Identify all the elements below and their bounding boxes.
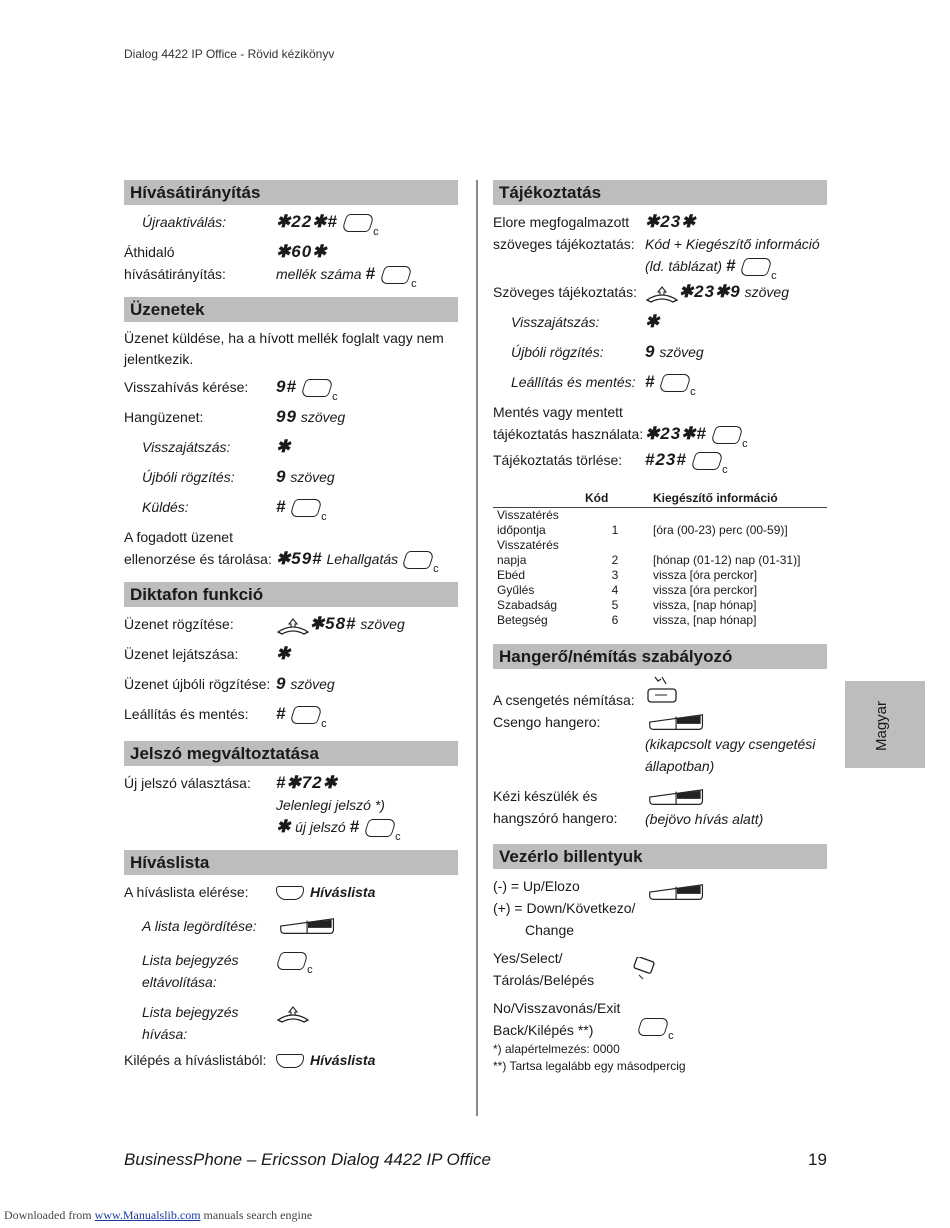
key-sequence: 9 [645, 342, 656, 361]
row [124, 949, 458, 993]
c-key-icon [290, 499, 324, 517]
table-cell: Ebéd [497, 568, 526, 582]
row-label: A lista legördítése: [142, 918, 257, 934]
table-cell: Gyűlés [497, 583, 535, 597]
table-row [493, 568, 827, 583]
section-title: Tájékoztatás [493, 180, 827, 205]
row [124, 241, 458, 285]
c-key-icon [275, 952, 309, 970]
row-label: Üzenet lejátszása: [124, 646, 239, 662]
volume-keys-icon [645, 713, 709, 733]
row [493, 211, 827, 277]
row [493, 449, 827, 475]
table-cell: Visszatérés napja [497, 538, 559, 567]
row [124, 673, 458, 699]
row [124, 211, 458, 237]
handset-lift-icon [645, 286, 675, 300]
row-label: Yes/Select/ Tárolás/Belépés [493, 949, 595, 988]
section-title: Vezérlo billentyuk [493, 844, 827, 869]
table-cell: 4 [611, 583, 619, 597]
row [124, 703, 458, 729]
row-text: szöveg [360, 616, 405, 632]
table-cell: 6 [611, 613, 619, 627]
key-sequence: #✱72✱ [276, 773, 338, 792]
row-label: Visszajátszás: [142, 439, 231, 455]
table-header-row [493, 489, 827, 508]
c-key-icon [363, 819, 397, 837]
row-label: Lista bejegyzés eltávolítása: [142, 952, 239, 990]
row [493, 311, 827, 337]
softkey-icon [276, 886, 304, 900]
row-text: Kód + Kiegészítő információ (ld. táblázat) [645, 236, 820, 274]
key-sequence: 9# [276, 377, 297, 396]
table-header: Kiegészítő információ [649, 489, 827, 508]
handset-lift-icon [276, 618, 306, 632]
row-label: Csengo hangero: [493, 714, 601, 730]
page-number: 19 [808, 1150, 827, 1169]
row [493, 997, 827, 1041]
row [493, 711, 827, 777]
row-label [493, 875, 645, 941]
manualslib-link[interactable]: www.Manualslib.com [94, 1208, 201, 1222]
row-label: Új jelszó választása: [124, 775, 251, 791]
table-cell: vissza, [nap hónap] [653, 613, 757, 627]
row-text: Híváslista [310, 1052, 376, 1068]
row-label: Lista bejegyzés hívása: [142, 1004, 239, 1042]
row-label: Újbóli rögzítés: [142, 469, 235, 485]
row-label: Leállítás és mentés: [124, 706, 249, 722]
row-text: szöveg [659, 344, 704, 360]
row-text: szöveg [290, 676, 335, 692]
softkey-icon [276, 1054, 304, 1068]
row [124, 496, 458, 522]
table-row [493, 583, 827, 598]
c-key-icon [300, 379, 334, 397]
key-sequence: #23# [645, 450, 687, 469]
row-label: Újbóli rögzítés: [511, 344, 604, 360]
key-sequence: # [276, 497, 287, 516]
c-key-icon [401, 551, 435, 569]
row [493, 371, 827, 397]
table-cell: 2 [611, 553, 619, 567]
row-label: Mentés vagy mentett tájékoztatás használata: [493, 404, 644, 442]
row-text: Jelenlegi jelszó *) [276, 797, 385, 813]
c-key-icon [739, 258, 773, 276]
row-label: A csengetés némítása: [493, 692, 635, 708]
key-sequence: ✱23✱# [645, 424, 707, 443]
row-text: új jelszó [295, 819, 346, 835]
table-header [493, 489, 581, 508]
table-cell: Visszatérés időpontja [497, 508, 559, 537]
right-column [493, 180, 827, 1075]
table-cell: 5 [611, 598, 619, 612]
download-suffix: manuals search engine [200, 1208, 313, 1222]
row [124, 376, 458, 402]
key-sequence: # [645, 372, 656, 391]
key-sequence: ✱59# [276, 549, 323, 568]
table-cell: vissza [óra perckor] [653, 583, 758, 597]
table-cell: [óra (00-23) perc (00-59)] [653, 523, 788, 537]
table-cell: vissza [óra perckor] [653, 568, 758, 582]
row-text: Lehallgatás [326, 551, 399, 567]
language-tab-label: Magyar [873, 700, 890, 751]
key-sequence: ✱23✱9 [678, 282, 741, 301]
table-cell: 3 [611, 568, 619, 582]
row-label: Leállítás és mentés: [511, 374, 636, 390]
row-text: szöveg [744, 284, 789, 300]
key-sequence: ✱23✱ [645, 212, 697, 231]
row-label: Küldés: [142, 499, 189, 515]
info-table [493, 489, 827, 628]
row-label: Tájékoztatás törlése: [493, 452, 623, 468]
language-tab [845, 681, 925, 768]
table-cell: Betegség [497, 613, 548, 627]
row [124, 466, 458, 492]
key-sequence: 9 [276, 467, 287, 486]
row [493, 675, 827, 711]
yes-key-icon [633, 957, 659, 981]
row-label: Hangüzenet: [124, 409, 204, 425]
row-text: (bejövo hívás alatt) [645, 810, 764, 827]
download-prefix: Downloaded from [4, 1208, 95, 1222]
mute-key-icon [645, 675, 679, 705]
handset-lift-icon [276, 1006, 306, 1020]
volume-keys-icon [645, 788, 709, 808]
row [493, 947, 827, 991]
row-text: szöveg [300, 409, 346, 425]
column-divider [476, 180, 478, 1116]
table-cell: vissza, [nap hónap] [653, 598, 757, 612]
row [124, 613, 458, 639]
key-sequence: ✱58# [309, 614, 357, 633]
footer-title: BusinessPhone – Ericsson Dialog 4422 IP Office [124, 1150, 491, 1169]
control-line: (+) = Down/Következo/ [493, 899, 636, 916]
row-label: Visszajátszás: [511, 314, 600, 330]
row [124, 643, 458, 669]
key-sequence: ✱ [276, 817, 292, 836]
row [124, 526, 458, 570]
row [493, 875, 827, 941]
control-line: Change [525, 921, 575, 938]
left-column [124, 180, 458, 1075]
key-sequence: # [725, 256, 737, 275]
table-header: Kód [581, 489, 649, 508]
key-sequence: # [365, 264, 376, 283]
section-title: Üzenetek [124, 297, 458, 322]
row-label: Elore megfogalmazott szöveges tájékoztatás: [493, 214, 635, 252]
c-key-icon [290, 706, 324, 724]
row-label: Újraaktiválás: [142, 214, 227, 230]
row-label: No/Visszavonás/Exit Back/Kilépés **) [493, 999, 621, 1038]
table-cell: [hónap (01-12) nap (01-31)] [653, 553, 801, 567]
row-text: szöveg [290, 469, 335, 485]
volume-keys-icon [645, 883, 709, 903]
table-row [493, 613, 827, 628]
row-label: Áthidaló hívásátirányítás: [124, 244, 226, 282]
row-label: Szöveges tájékoztatás: [493, 284, 637, 300]
table-cell: 1 [611, 523, 619, 537]
row-text: Híváslista [310, 884, 376, 900]
c-key-icon [636, 1018, 670, 1036]
row [124, 406, 458, 432]
c-key-icon [341, 214, 375, 232]
download-notice [4, 1208, 312, 1223]
section-title: Diktafon funkció [124, 582, 458, 607]
row-label: Visszahívás kérése: [124, 379, 249, 395]
c-key-icon [379, 266, 413, 284]
section-title: Jelszó megváltoztatása [124, 741, 458, 766]
footnote: **) Tartsa legalább egy másodpercig [493, 1058, 686, 1073]
row-label: A fogadott üzenet ellenorzése és tárolása: [124, 529, 272, 567]
section-title: Hívásátirányítás [124, 180, 458, 205]
row [124, 772, 458, 838]
key-sequence: # [349, 817, 361, 836]
c-key-icon [710, 426, 744, 444]
row-label: Üzenet rögzítése: [124, 616, 234, 632]
row [493, 281, 827, 307]
row [124, 1001, 458, 1045]
table-row [493, 598, 827, 613]
row [493, 341, 827, 367]
key-sequence: # [276, 704, 287, 723]
row-text: (kikapcsolt vagy csengetési állapotban) [645, 736, 816, 775]
row-label: Kézi készülék és hangszóró hangero: [493, 788, 618, 827]
table-cell: Szabadság [497, 598, 558, 612]
row [493, 401, 827, 445]
row [493, 785, 827, 829]
key-sequence: 99 [276, 407, 297, 426]
section-title: Híváslista [124, 850, 458, 875]
row-label: A híváslista elérése: [124, 884, 249, 900]
page-header: Dialog 4422 IP Office - Rövid kézikönyv [124, 47, 335, 61]
footnote: *) alapértelmezés: 0000 [493, 1041, 620, 1056]
row-text: mellék száma [276, 266, 362, 282]
key-sequence: ✱ [276, 437, 292, 456]
control-line: (-) = Up/Elozo [493, 877, 580, 894]
row [124, 881, 458, 907]
volume-keys-icon [276, 917, 340, 937]
key-sequence: 9 [276, 674, 287, 693]
row [124, 436, 458, 462]
key-sequence: ✱ [645, 312, 661, 331]
key-sequence: ✱22✱# [276, 212, 338, 231]
row-label: Üzenet újbóli rögzítése: [124, 676, 271, 692]
section-title: Hangerő/némítás szabályozó [493, 644, 827, 669]
key-sequence: ✱60✱ [276, 242, 328, 261]
row [124, 1049, 458, 1075]
table-row [493, 538, 827, 568]
c-key-icon [659, 374, 693, 392]
key-sequence: ✱ [276, 644, 292, 663]
paragraph: Üzenet küldése, ha a hívott mellék foglalt vagy nem jelentkezik. [124, 330, 444, 367]
c-key-icon [690, 452, 724, 470]
table-row [493, 508, 827, 539]
row [124, 915, 458, 941]
row-label: Kilépés a híváslistából: [124, 1052, 267, 1068]
